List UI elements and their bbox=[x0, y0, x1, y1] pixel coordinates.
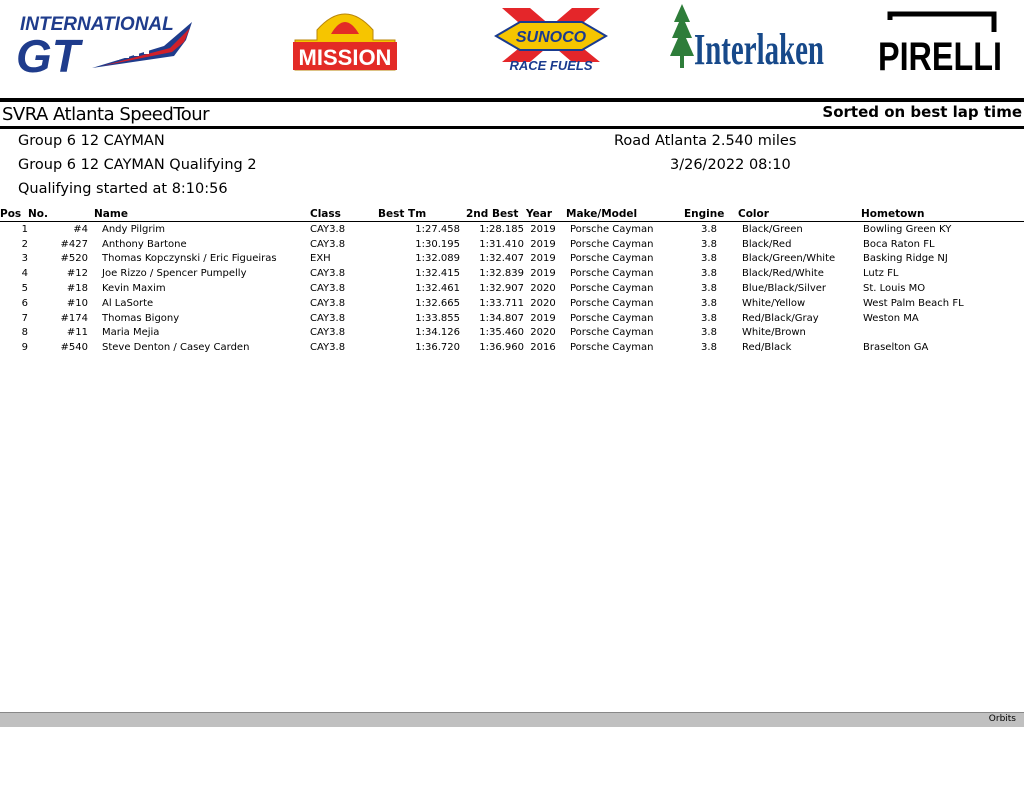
cell-second: 1:32.839 bbox=[479, 268, 524, 280]
table-row bbox=[0, 340, 1024, 355]
cell-color: Black/Green bbox=[742, 223, 803, 235]
cell-hometown: West Palm Beach FL bbox=[863, 297, 964, 309]
cell-second: 1:35.460 bbox=[479, 327, 524, 339]
cell-best: 1:32.665 bbox=[415, 297, 460, 309]
cell-year: 2020 bbox=[530, 327, 556, 339]
svg-text:MISSION: MISSION bbox=[298, 45, 392, 70]
cell-second: 1:36.960 bbox=[479, 342, 524, 354]
sunoco-logo bbox=[490, 4, 612, 72]
col-color: Color bbox=[734, 207, 856, 222]
cell-best: 1:33.855 bbox=[415, 312, 460, 324]
cell-year: 2016 bbox=[530, 342, 556, 354]
col-class: Class bbox=[306, 207, 378, 222]
col-second-best: 2nd Best bbox=[466, 207, 526, 222]
cell-make: Porsche Cayman bbox=[570, 253, 654, 265]
cell-year: 2020 bbox=[530, 297, 556, 309]
session-datetime: 3/26/2022 08:10 bbox=[670, 157, 791, 173]
cell-class: CAY3.8 bbox=[310, 223, 346, 235]
cell-hometown: St. Louis MO bbox=[863, 283, 926, 295]
sponsor-logos bbox=[0, 0, 1024, 92]
cell-class: EXH bbox=[310, 253, 331, 265]
cell-make: Porsche Cayman bbox=[570, 238, 654, 250]
cell-second: 1:34.807 bbox=[479, 312, 524, 324]
svg-text:SUNOCO: SUNOCO bbox=[515, 29, 587, 46]
cell-year: 2019 bbox=[530, 253, 556, 265]
cell-best: 1:34.126 bbox=[415, 327, 460, 339]
cell-second: 1:32.907 bbox=[479, 283, 524, 295]
cell-pos: 9 bbox=[21, 342, 28, 354]
cell-second: 1:32.407 bbox=[479, 253, 524, 265]
mission-logo bbox=[289, 4, 401, 72]
cell-hometown: Boca Raton FL bbox=[863, 238, 935, 250]
cell-hometown: Basking Ridge NJ bbox=[863, 253, 948, 265]
svg-text:GT: GT bbox=[16, 30, 80, 82]
svg-text:PIRELLI: PIRELLI bbox=[878, 35, 1002, 79]
col-engine: Engine bbox=[684, 207, 734, 222]
col-hometown: Hometown bbox=[856, 207, 1024, 222]
cell-engine: 3.8 bbox=[701, 327, 717, 339]
cell-pos: 3 bbox=[21, 253, 28, 265]
cell-name: Maria Mejia bbox=[102, 327, 160, 339]
table-row bbox=[0, 222, 1024, 237]
cell-color: Blue/Black/Silver bbox=[742, 283, 827, 295]
cell-color: White/Brown bbox=[742, 327, 806, 339]
track-label: Road Atlanta 2.540 miles bbox=[614, 133, 797, 149]
cell-engine: 3.8 bbox=[701, 253, 717, 265]
cell-name: Joe Rizzo / Spencer Pumpelly bbox=[102, 268, 247, 280]
cell-name: Steve Denton / Casey Carden bbox=[102, 342, 250, 354]
cell-no: #10 bbox=[66, 297, 88, 309]
cell-hometown: Bowling Green KY bbox=[863, 223, 952, 235]
cell-no: #11 bbox=[66, 327, 88, 339]
cell-best: 1:32.089 bbox=[415, 253, 460, 265]
footer-brand: Orbits bbox=[988, 714, 1016, 724]
cell-hometown: Weston MA bbox=[863, 312, 919, 324]
cell-class: CAY3.8 bbox=[310, 238, 346, 250]
cell-make: Porsche Cayman bbox=[570, 327, 654, 339]
cell-name: Andy Pilgrim bbox=[102, 223, 165, 235]
pirelli-logo bbox=[876, 10, 1004, 79]
cell-second: 1:31.410 bbox=[479, 238, 524, 250]
cell-no: #12 bbox=[66, 268, 88, 280]
cell-hometown: Braselton GA bbox=[863, 342, 929, 354]
table-row bbox=[0, 311, 1024, 326]
table-row bbox=[0, 237, 1024, 252]
table-row bbox=[0, 252, 1024, 267]
cell-class: CAY3.8 bbox=[310, 312, 346, 324]
cell-no: #174 bbox=[60, 312, 88, 324]
cell-pos: 8 bbox=[21, 327, 28, 339]
col-best-time: Best Tm bbox=[378, 207, 466, 222]
cell-second: 1:33.711 bbox=[479, 297, 524, 309]
cell-hometown: Lutz FL bbox=[863, 268, 899, 280]
cell-no: #427 bbox=[60, 238, 88, 250]
cell-no: #520 bbox=[60, 253, 88, 265]
results-header-row bbox=[0, 207, 1024, 222]
cell-class: CAY3.8 bbox=[310, 268, 346, 280]
cell-best: 1:27.458 bbox=[415, 223, 460, 235]
cell-class: CAY3.8 bbox=[310, 327, 346, 339]
cell-color: White/Yellow bbox=[742, 297, 806, 309]
cell-engine: 3.8 bbox=[701, 268, 717, 280]
cell-class: CAY3.8 bbox=[310, 342, 346, 354]
cell-pos: 2 bbox=[21, 238, 28, 250]
cell-best: 1:32.461 bbox=[415, 283, 460, 295]
cell-color: Black/Red bbox=[742, 238, 792, 250]
cell-year: 2020 bbox=[530, 283, 556, 295]
cell-engine: 3.8 bbox=[701, 342, 717, 354]
header-rule-bottom bbox=[0, 126, 1024, 129]
cell-year: 2019 bbox=[530, 223, 556, 235]
col-year: Year bbox=[526, 207, 560, 222]
footer-bar bbox=[0, 712, 1024, 727]
table-row bbox=[0, 281, 1024, 296]
cell-make: Porsche Cayman bbox=[570, 223, 654, 235]
results-table bbox=[0, 207, 1024, 355]
cell-make: Porsche Cayman bbox=[570, 283, 654, 295]
cell-engine: 3.8 bbox=[701, 238, 717, 250]
cell-pos: 4 bbox=[21, 268, 28, 280]
cell-name: Thomas Kopczynski / Eric Figueiras bbox=[102, 253, 277, 265]
cell-year: 2019 bbox=[530, 312, 556, 324]
cell-color: Red/Black bbox=[742, 342, 792, 354]
cell-color: Red/Black/Gray bbox=[742, 312, 819, 324]
event-title: SVRA Atlanta SpeedTour bbox=[2, 104, 210, 125]
cell-best: 1:30.195 bbox=[415, 238, 460, 250]
cell-make: Porsche Cayman bbox=[570, 297, 654, 309]
table-row bbox=[0, 296, 1024, 311]
cell-year: 2019 bbox=[530, 238, 556, 250]
sort-label: Sorted on best lap time bbox=[822, 103, 1022, 121]
cell-pos: 6 bbox=[21, 297, 28, 309]
cell-name: Al LaSorte bbox=[102, 297, 154, 309]
cell-pos: 7 bbox=[21, 312, 28, 324]
cell-name: Anthony Bartone bbox=[102, 238, 187, 250]
session-start-time: Qualifying started at 8:10:56 bbox=[18, 181, 228, 197]
cell-no: #18 bbox=[66, 283, 88, 295]
cell-engine: 3.8 bbox=[701, 312, 717, 324]
cell-pos: 1 bbox=[21, 223, 28, 235]
svg-text:Interlaken: Interlaken bbox=[694, 25, 824, 74]
col-make-model: Make/Model bbox=[560, 207, 684, 222]
cell-pos: 5 bbox=[21, 283, 28, 295]
cell-class: CAY3.8 bbox=[310, 283, 346, 295]
cell-no: #4 bbox=[73, 223, 88, 235]
international-gt-logo bbox=[14, 10, 196, 80]
cell-color: Black/Green/White bbox=[742, 253, 836, 265]
cell-engine: 3.8 bbox=[701, 297, 717, 309]
group-label: Group 6 12 CAYMAN bbox=[18, 133, 165, 149]
session-label: Group 6 12 CAYMAN Qualifying 2 bbox=[18, 157, 257, 173]
col-name: Name bbox=[94, 207, 306, 222]
cell-make: Porsche Cayman bbox=[570, 342, 654, 354]
cell-year: 2019 bbox=[530, 268, 556, 280]
cell-name: Thomas Bigony bbox=[102, 312, 180, 324]
cell-make: Porsche Cayman bbox=[570, 312, 654, 324]
cell-name: Kevin Maxim bbox=[102, 283, 166, 295]
header-rule-top bbox=[0, 98, 1024, 102]
cell-class: CAY3.8 bbox=[310, 297, 346, 309]
cell-make: Porsche Cayman bbox=[570, 268, 654, 280]
cell-second: 1:28.185 bbox=[479, 223, 524, 235]
cell-best: 1:32.415 bbox=[415, 268, 460, 280]
cell-engine: 3.8 bbox=[701, 223, 717, 235]
table-row bbox=[0, 266, 1024, 281]
cell-engine: 3.8 bbox=[701, 283, 717, 295]
cell-color: Black/Red/White bbox=[742, 268, 824, 280]
cell-best: 1:36.720 bbox=[415, 342, 460, 354]
cell-no: #540 bbox=[60, 342, 88, 354]
cell-hometown bbox=[856, 326, 1024, 341]
svg-text:RACE FUELS: RACE FUELS bbox=[509, 58, 593, 73]
svg-text:INTERNATIONAL: INTERNATIONAL bbox=[20, 14, 174, 35]
col-number: No. bbox=[28, 207, 94, 222]
table-row bbox=[0, 326, 1024, 341]
interlaken-logo bbox=[670, 2, 826, 72]
col-pos: Pos bbox=[0, 207, 28, 222]
